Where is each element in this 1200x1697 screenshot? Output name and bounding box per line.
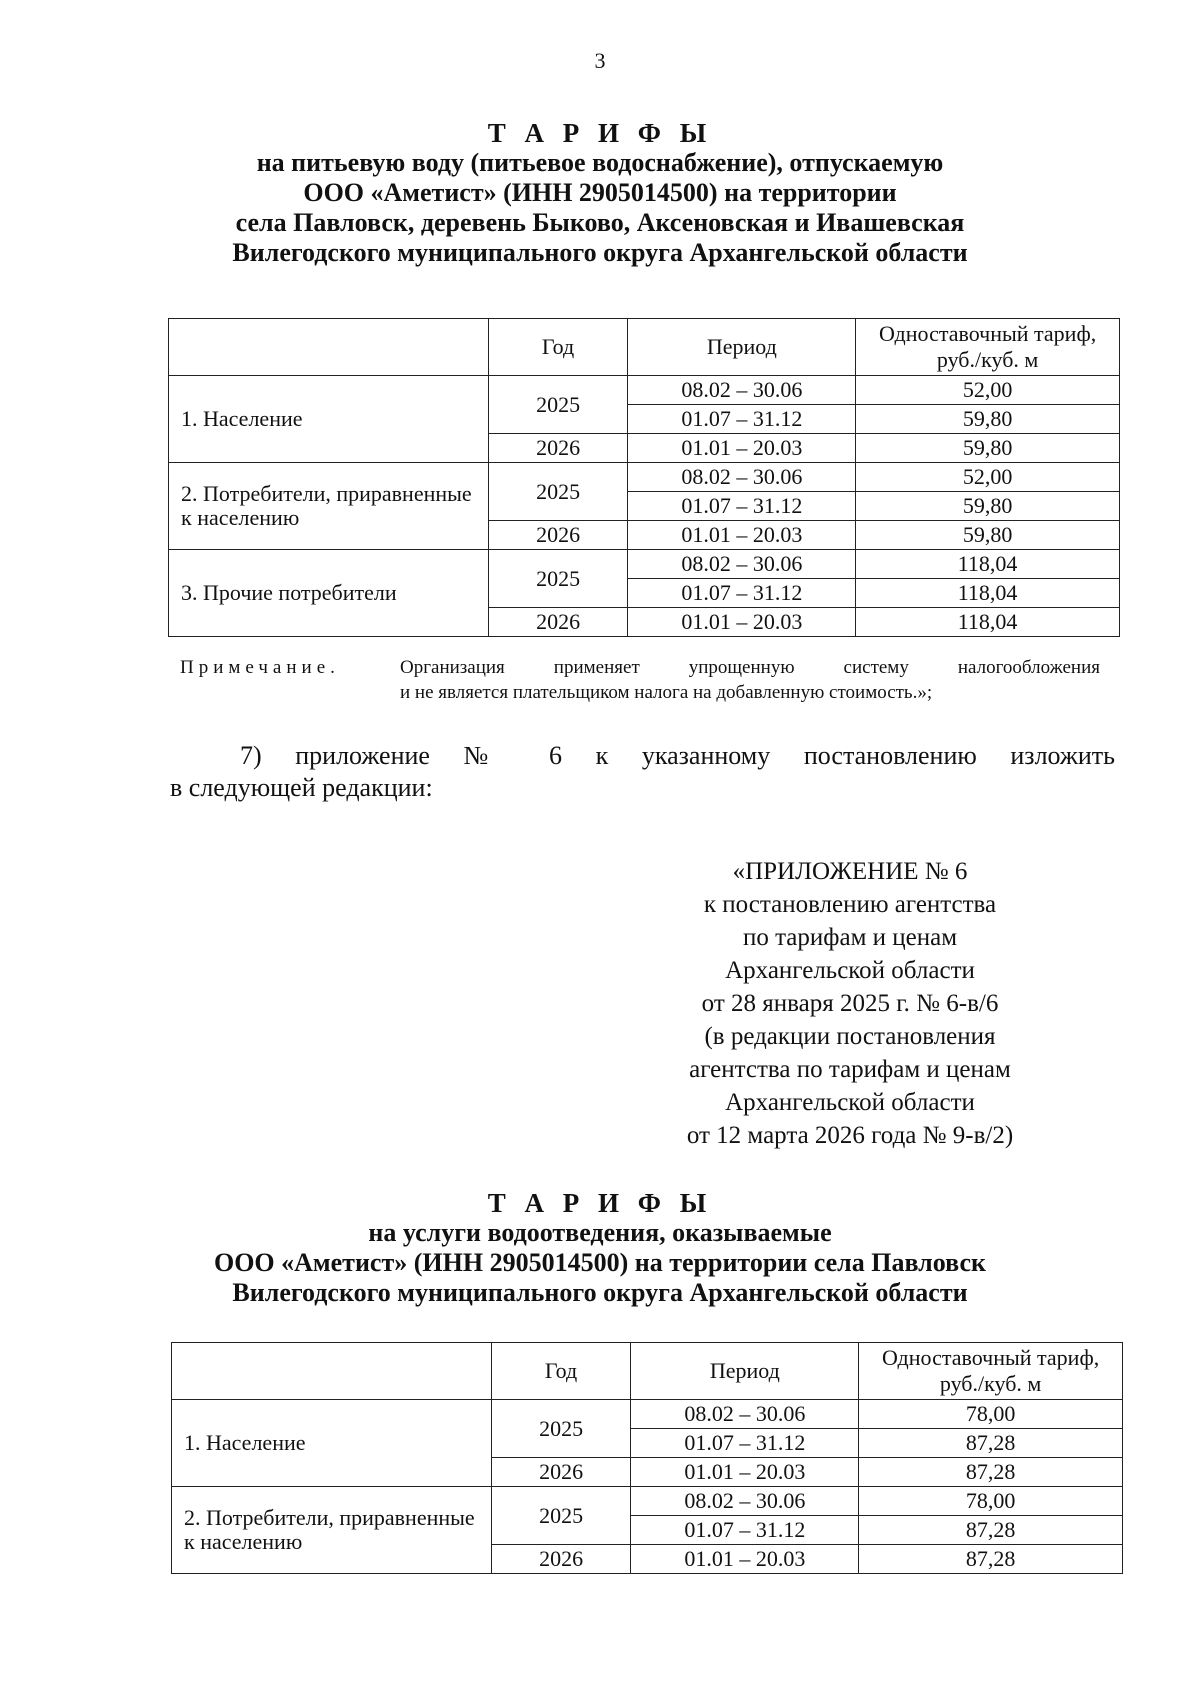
value-cell: 118,04 [856,608,1120,637]
period-cell: 01.07 – 31.12 [628,492,856,521]
appendix-line: агентства по тарифам и ценам [689,1056,1011,1083]
table2-subtitle-line: Вилегодского муниципального округа Архангельской области [232,1278,968,1307]
value-cell: 59,80 [856,405,1120,434]
header-tariff-line1: Одноставочный тариф, [878,321,1097,346]
category-cell: 2. Потребители, приравненные к населению [169,463,489,550]
appendix-line: Архангельской области [725,1089,975,1116]
year-cell: 2026 [491,1458,631,1487]
header-period: Период [631,1343,859,1400]
value-cell: 52,00 [856,376,1120,405]
year-cell: 2025 [491,1400,631,1458]
period-cell: 01.01 – 20.03 [631,1545,859,1574]
value-cell: 78,00 [859,1400,1123,1429]
category-cell: 2. Потребители, приравненные к населению [172,1487,492,1574]
period-cell: 08.02 – 30.06 [628,376,856,405]
category-cell: 1. Население [172,1400,492,1487]
category-cell: 1. Население [169,376,489,463]
tariff-table-water [168,318,1120,637]
table1-subtitle-line: села Павловск, деревень Быково, Аксеновская и Ивашевская [235,208,965,237]
note-line1: Организация применяет упрощенную систему налогообложения [400,657,1100,678]
year-cell: 2025 [488,463,628,521]
table1-title-block [0,118,1200,268]
value-cell: 78,00 [859,1487,1123,1516]
appendix-line: Архангельской области [725,957,975,984]
year-cell: 2026 [491,1545,631,1574]
table-row [169,550,1120,579]
header-tariff [856,319,1120,376]
table1-title: Т А Р И Ф Ы [487,118,713,148]
table-row [172,1487,1123,1516]
year-cell: 2026 [488,521,628,550]
header-tariff-line2: руб./куб. м [939,1371,1042,1396]
value-cell: 59,80 [856,434,1120,463]
value-cell: 52,00 [856,463,1120,492]
table-row [169,376,1120,405]
period-cell: 01.01 – 20.03 [628,434,856,463]
table2-subtitle-line: на услуги водоотведения, оказываемые [368,1218,832,1247]
period-cell: 08.02 – 30.06 [631,1487,859,1516]
appendix-line: «ПРИЛОЖЕНИЕ № 6 [732,858,968,885]
appendix-line: от 12 марта 2026 года № 9-в/2) [686,1122,1014,1149]
appendix-line: от 28 января 2025 г. № 6-в/6 [701,990,999,1017]
year-cell: 2025 [491,1487,631,1545]
header-tariff-line2: руб./куб. м [936,347,1039,372]
note-label: Примечание. [180,657,340,678]
period-cell: 01.07 – 31.12 [628,405,856,434]
year-cell: 2026 [488,434,628,463]
table1-subtitle-line: ООО «Аметист» (ИНН 2905014500) на территории [303,178,897,207]
tariff-table-wastewater [171,1342,1123,1574]
appendix-header [610,855,1090,1152]
paragraph-line1: 7) приложение № 6 к указанному постановлению изложить [240,741,1115,770]
value-cell: 118,04 [856,579,1120,608]
table1-subtitle-line: на питьевую воду (питьевое водоснабжение), отпускаемую [256,148,944,177]
period-cell: 01.01 – 20.03 [628,608,856,637]
value-cell: 118,04 [856,550,1120,579]
header-period: Период [628,319,856,376]
table-row [172,1400,1123,1429]
paragraph-line2: в следующей редакции: [170,773,433,802]
page-number: 3 [594,48,606,73]
year-cell: 2026 [488,608,628,637]
year-cell: 2025 [488,376,628,434]
period-cell: 01.07 – 31.12 [631,1429,859,1458]
period-cell: 08.02 – 30.06 [628,550,856,579]
value-cell: 87,28 [859,1545,1123,1574]
appendix-line: (в редакции постановления [704,1023,996,1050]
paragraph-7 [170,740,1115,804]
note-line2: и не является плательщиком налога на добавленную стоимость.»; [400,682,933,703]
header-year: Год [488,319,628,376]
header-blank-cell [169,319,489,376]
header-tariff [859,1343,1123,1400]
header-year: Год [491,1343,631,1400]
period-cell: 01.07 – 31.12 [631,1516,859,1545]
header-blank-cell [172,1343,492,1400]
table-header-row [172,1343,1123,1400]
period-cell: 08.02 – 30.06 [628,463,856,492]
appendix-line: по тарифам и ценам [742,924,958,951]
value-cell: 59,80 [856,492,1120,521]
table-header-row [169,319,1120,376]
value-cell: 87,28 [859,1429,1123,1458]
value-cell: 87,28 [859,1458,1123,1487]
category-cell: 3. Прочие потребители [169,550,489,637]
period-cell: 01.01 – 20.03 [628,521,856,550]
period-cell: 08.02 – 30.06 [631,1400,859,1429]
table2-title: Т А Р И Ф Ы [487,1188,713,1218]
table2-subtitle-line: ООО «Аметист» (ИНН 2905014500) на территории села Павловск [213,1248,986,1277]
period-cell: 01.07 – 31.12 [628,579,856,608]
table2-title-block [0,1188,1200,1308]
appendix-line: к постановлению агентства [703,891,997,918]
table1-subtitle-line: Вилегодского муниципального округа Архангельской области [232,238,968,267]
table-row [169,463,1120,492]
period-cell: 01.01 – 20.03 [631,1458,859,1487]
year-cell: 2025 [488,550,628,608]
value-cell: 87,28 [859,1516,1123,1545]
header-tariff-line1: Одноставочный тариф, [881,1345,1100,1370]
value-cell: 59,80 [856,521,1120,550]
